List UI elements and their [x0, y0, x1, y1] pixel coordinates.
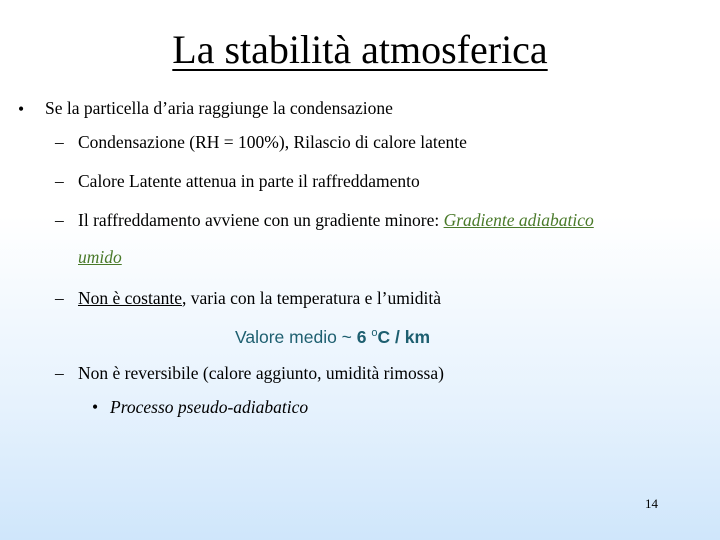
- dash-marker: –: [55, 132, 64, 152]
- degree-symbol: o: [371, 327, 378, 340]
- not-constant-rest: , varia con la temperatura e l’umidità: [182, 288, 441, 308]
- not-constant-underlined: Non è costante: [78, 288, 182, 308]
- average-value-number: 6: [356, 327, 372, 347]
- subpoint-not-constant: [78, 288, 441, 309]
- subpoint-condensation: Condensazione (RH = 100%), Rilascio di calore latente: [78, 132, 467, 152]
- gradient-highlight-continued: umido: [78, 247, 122, 267]
- dash-marker: –: [55, 288, 64, 308]
- subpoint-not-reversible: Non è reversibile (calore aggiunto, umidità rimossa): [78, 363, 444, 383]
- gradient-highlight: Gradiente adiabatico: [443, 210, 594, 230]
- bullet-marker: •: [92, 397, 99, 417]
- dash-marker: –: [55, 171, 64, 191]
- subsubpoint-pseudo-adiabatic: Processo pseudo-adiabatico: [110, 397, 309, 417]
- dash-marker: –: [55, 210, 64, 230]
- bullet-marker: •: [18, 99, 25, 119]
- gradient-text: Il raffreddamento avviene con un gradiente minore:: [78, 210, 444, 230]
- bullet-text-condensation: Se la particella d’aria raggiunge la condensazione: [45, 98, 393, 118]
- average-value-unit: C / km: [377, 327, 431, 347]
- average-value-label: Valore medio ~: [235, 327, 357, 347]
- subpoint-gradient: [78, 210, 594, 231]
- page-number: 14: [645, 496, 658, 511]
- slide-title: La stabilità atmosferica: [172, 27, 548, 72]
- subpoint-latent-heat: Calore Latente attenua in parte il raffreddamento: [78, 171, 420, 191]
- dash-marker: –: [55, 363, 64, 383]
- average-value-line: [235, 327, 430, 348]
